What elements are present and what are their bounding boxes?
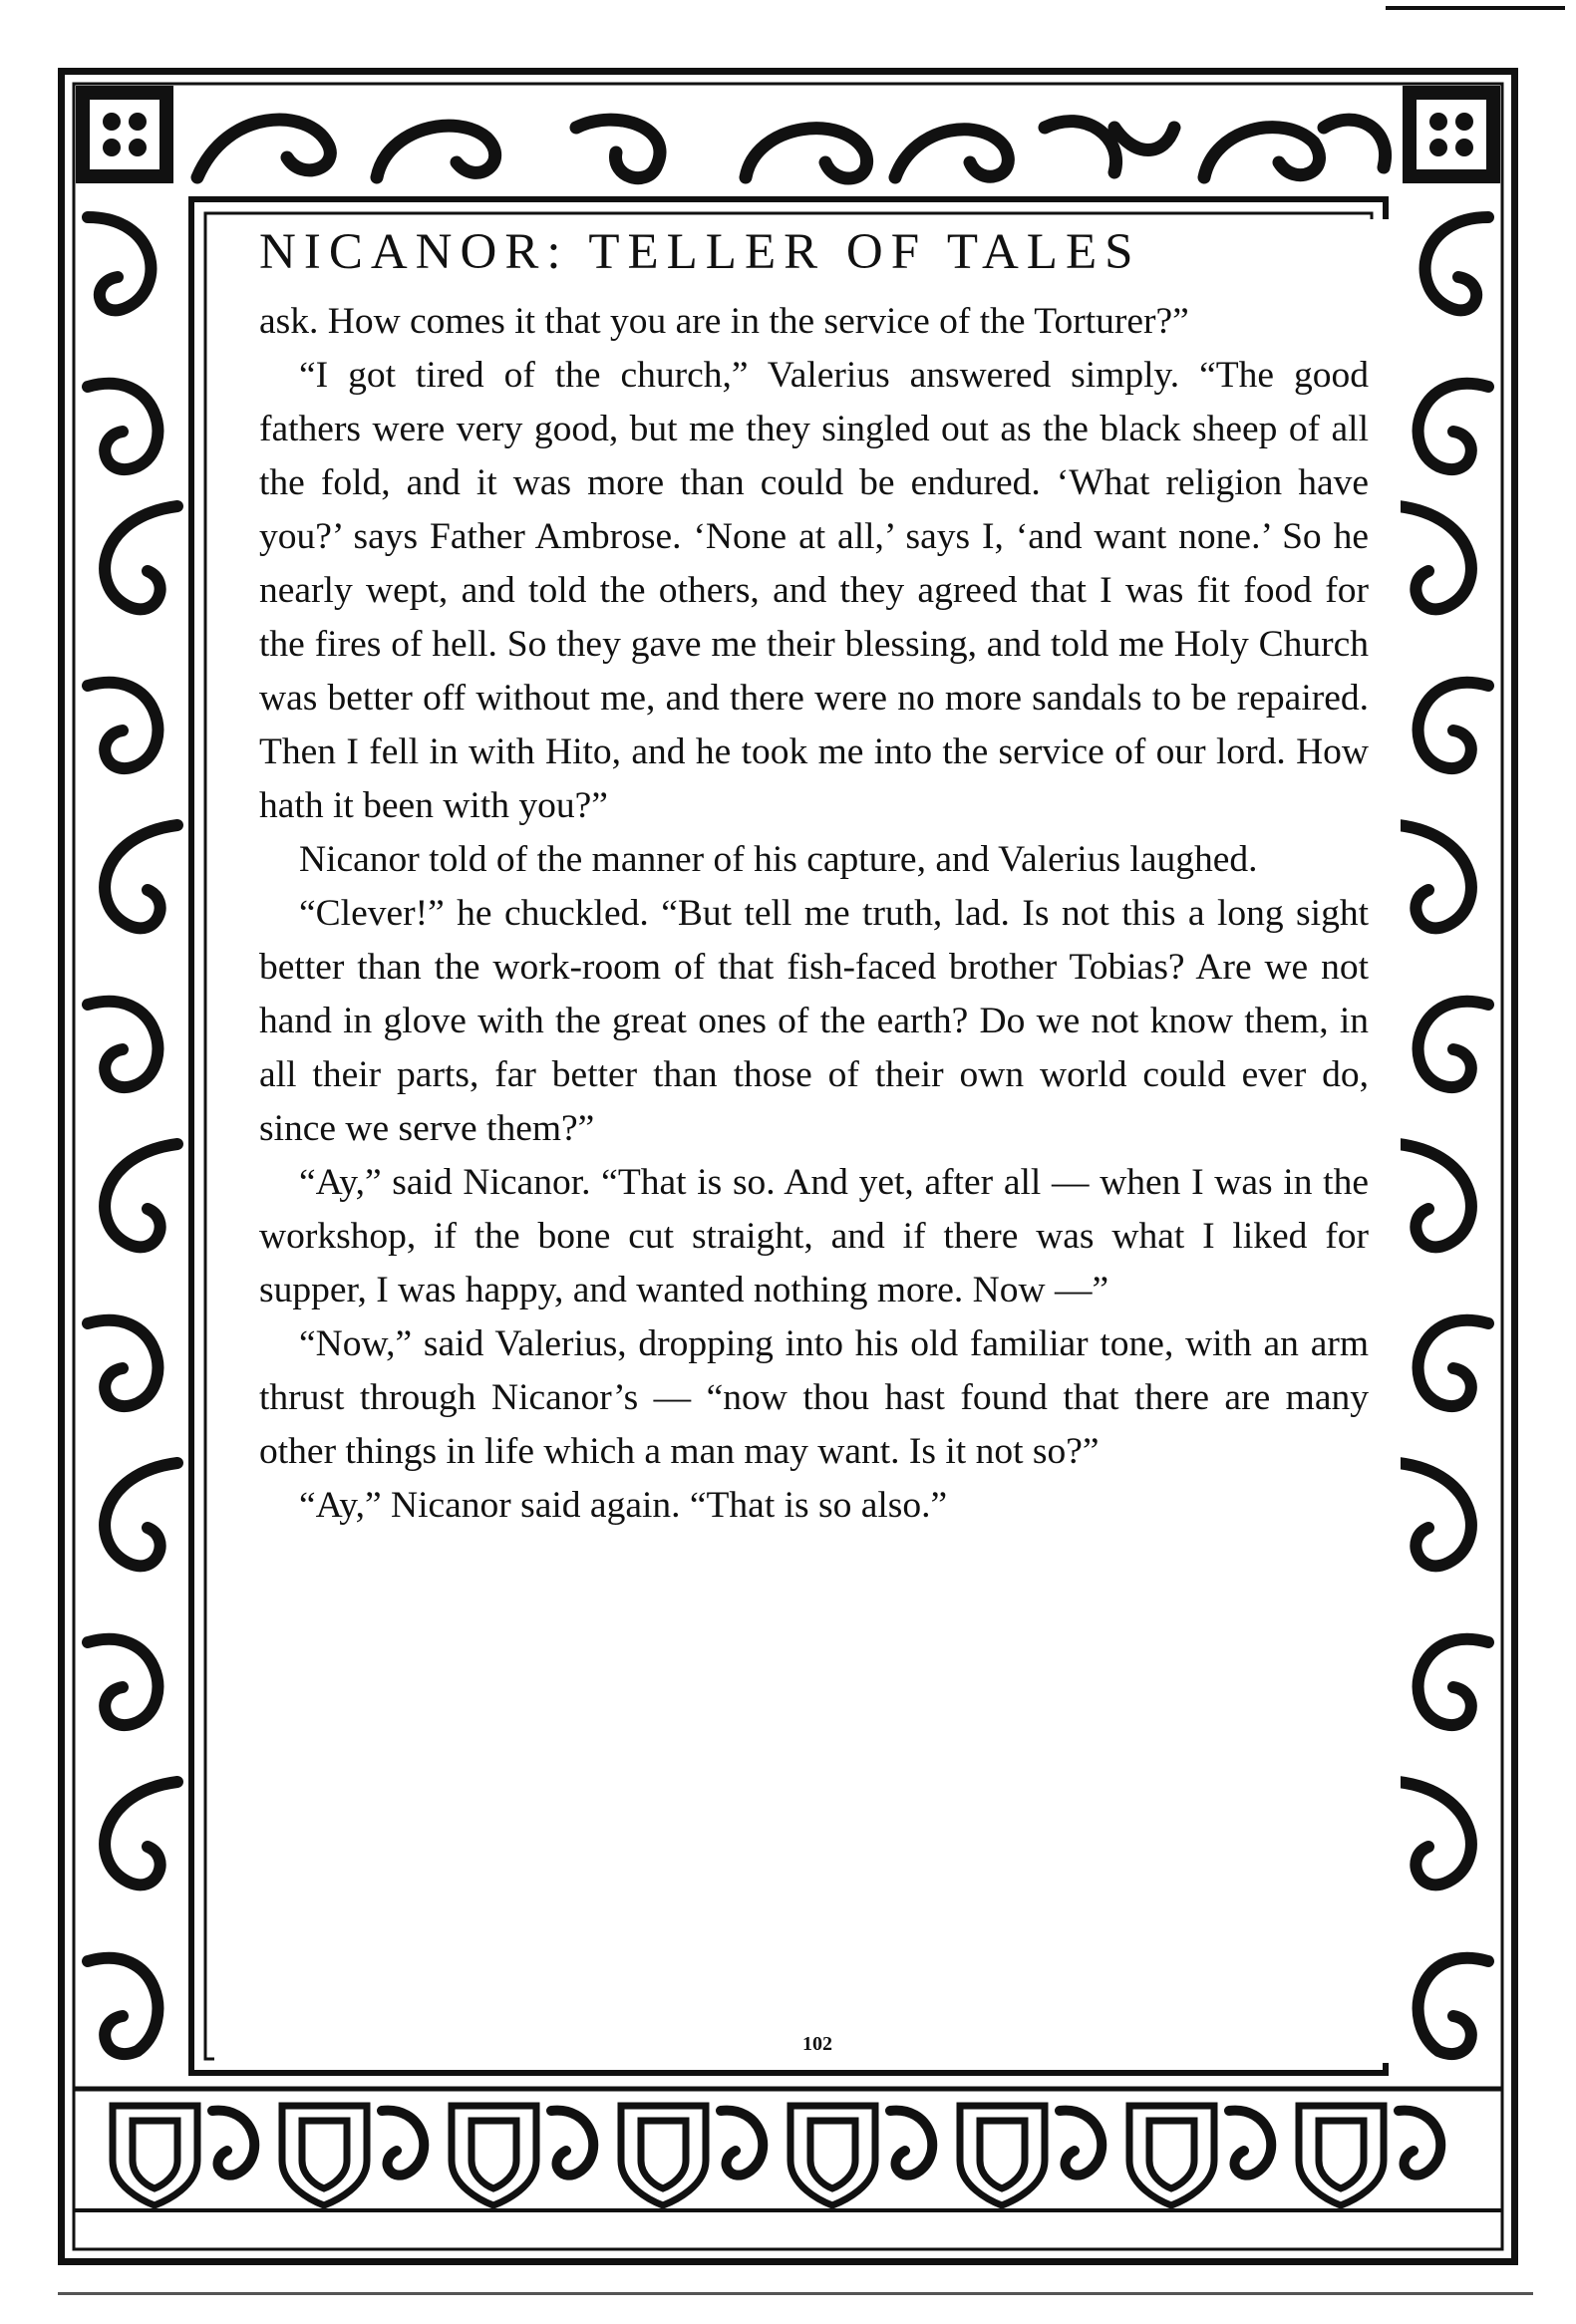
paragraph: Nicanor told of the manner of his capture, and Valerius laughed.: [299, 839, 1258, 880]
scan-edge-line: [1386, 6, 1565, 10]
body-text: [259, 295, 1369, 1533]
top-band-ornament: [197, 120, 1386, 178]
paragraph: “I got tired of the church,” Valerius answered simply. “The good fathers were very good, but me they singled out as the black sheep of all the fold, and it was more than could be endured. ‘What religion have you?’ says Father Ambrose. ‘None at all,’ says I, ‘and want none.’ So he nearly wept, and told the others, and they agreed that I was fit food for the fires of hell. So they gave me their blessing, and told me Holy Church was better off without me, and there were no more sandals to be repaired. Then I fell in with Hito, and he took me into the service of our lord. How hath it been with you?”: [259, 355, 1369, 826]
paragraph: “Ay,” said Nicanor. “That is so. And yet, after all — when I was in the workshop, if the bone cut straight, and if there was what I liked for supper, I was happy, and wanted nothing more. Now —”: [259, 1162, 1369, 1310]
corner-ornament-top-left: [76, 86, 173, 183]
corner-ornament-top-right: [1403, 86, 1500, 183]
paragraph: ask. How comes it that you are in the service of the Torturer?”: [259, 301, 1189, 342]
scan-edge-line-bottom: [58, 2292, 1533, 2295]
running-title: NICANOR: TELLER OF TALES: [259, 224, 1141, 280]
paragraph: “Now,” said Valerius, dropping into his old familiar tone, with an arm thrust through Nicanor’s — “now thou hast found that there are many other things in life which a man may want. Is it not so?”: [259, 1323, 1369, 1472]
paragraph: “Clever!” he chuckled. “But tell me truth, lad. Is not this a long sight better than the work-room of that fish-faced brother Tobias? Are we not hand in glove with the great ones of the earth? Do we not know them, in all their parts, far better than those of their own world could ever do, since we serve them?”: [259, 893, 1369, 1149]
right-band-ornament: [1399, 217, 1488, 2054]
page-number: 102: [802, 2033, 832, 2055]
paragraph: “Ay,” Nicanor said again. “That is so also.”: [299, 1485, 948, 1526]
left-band-ornament: [88, 217, 177, 2054]
